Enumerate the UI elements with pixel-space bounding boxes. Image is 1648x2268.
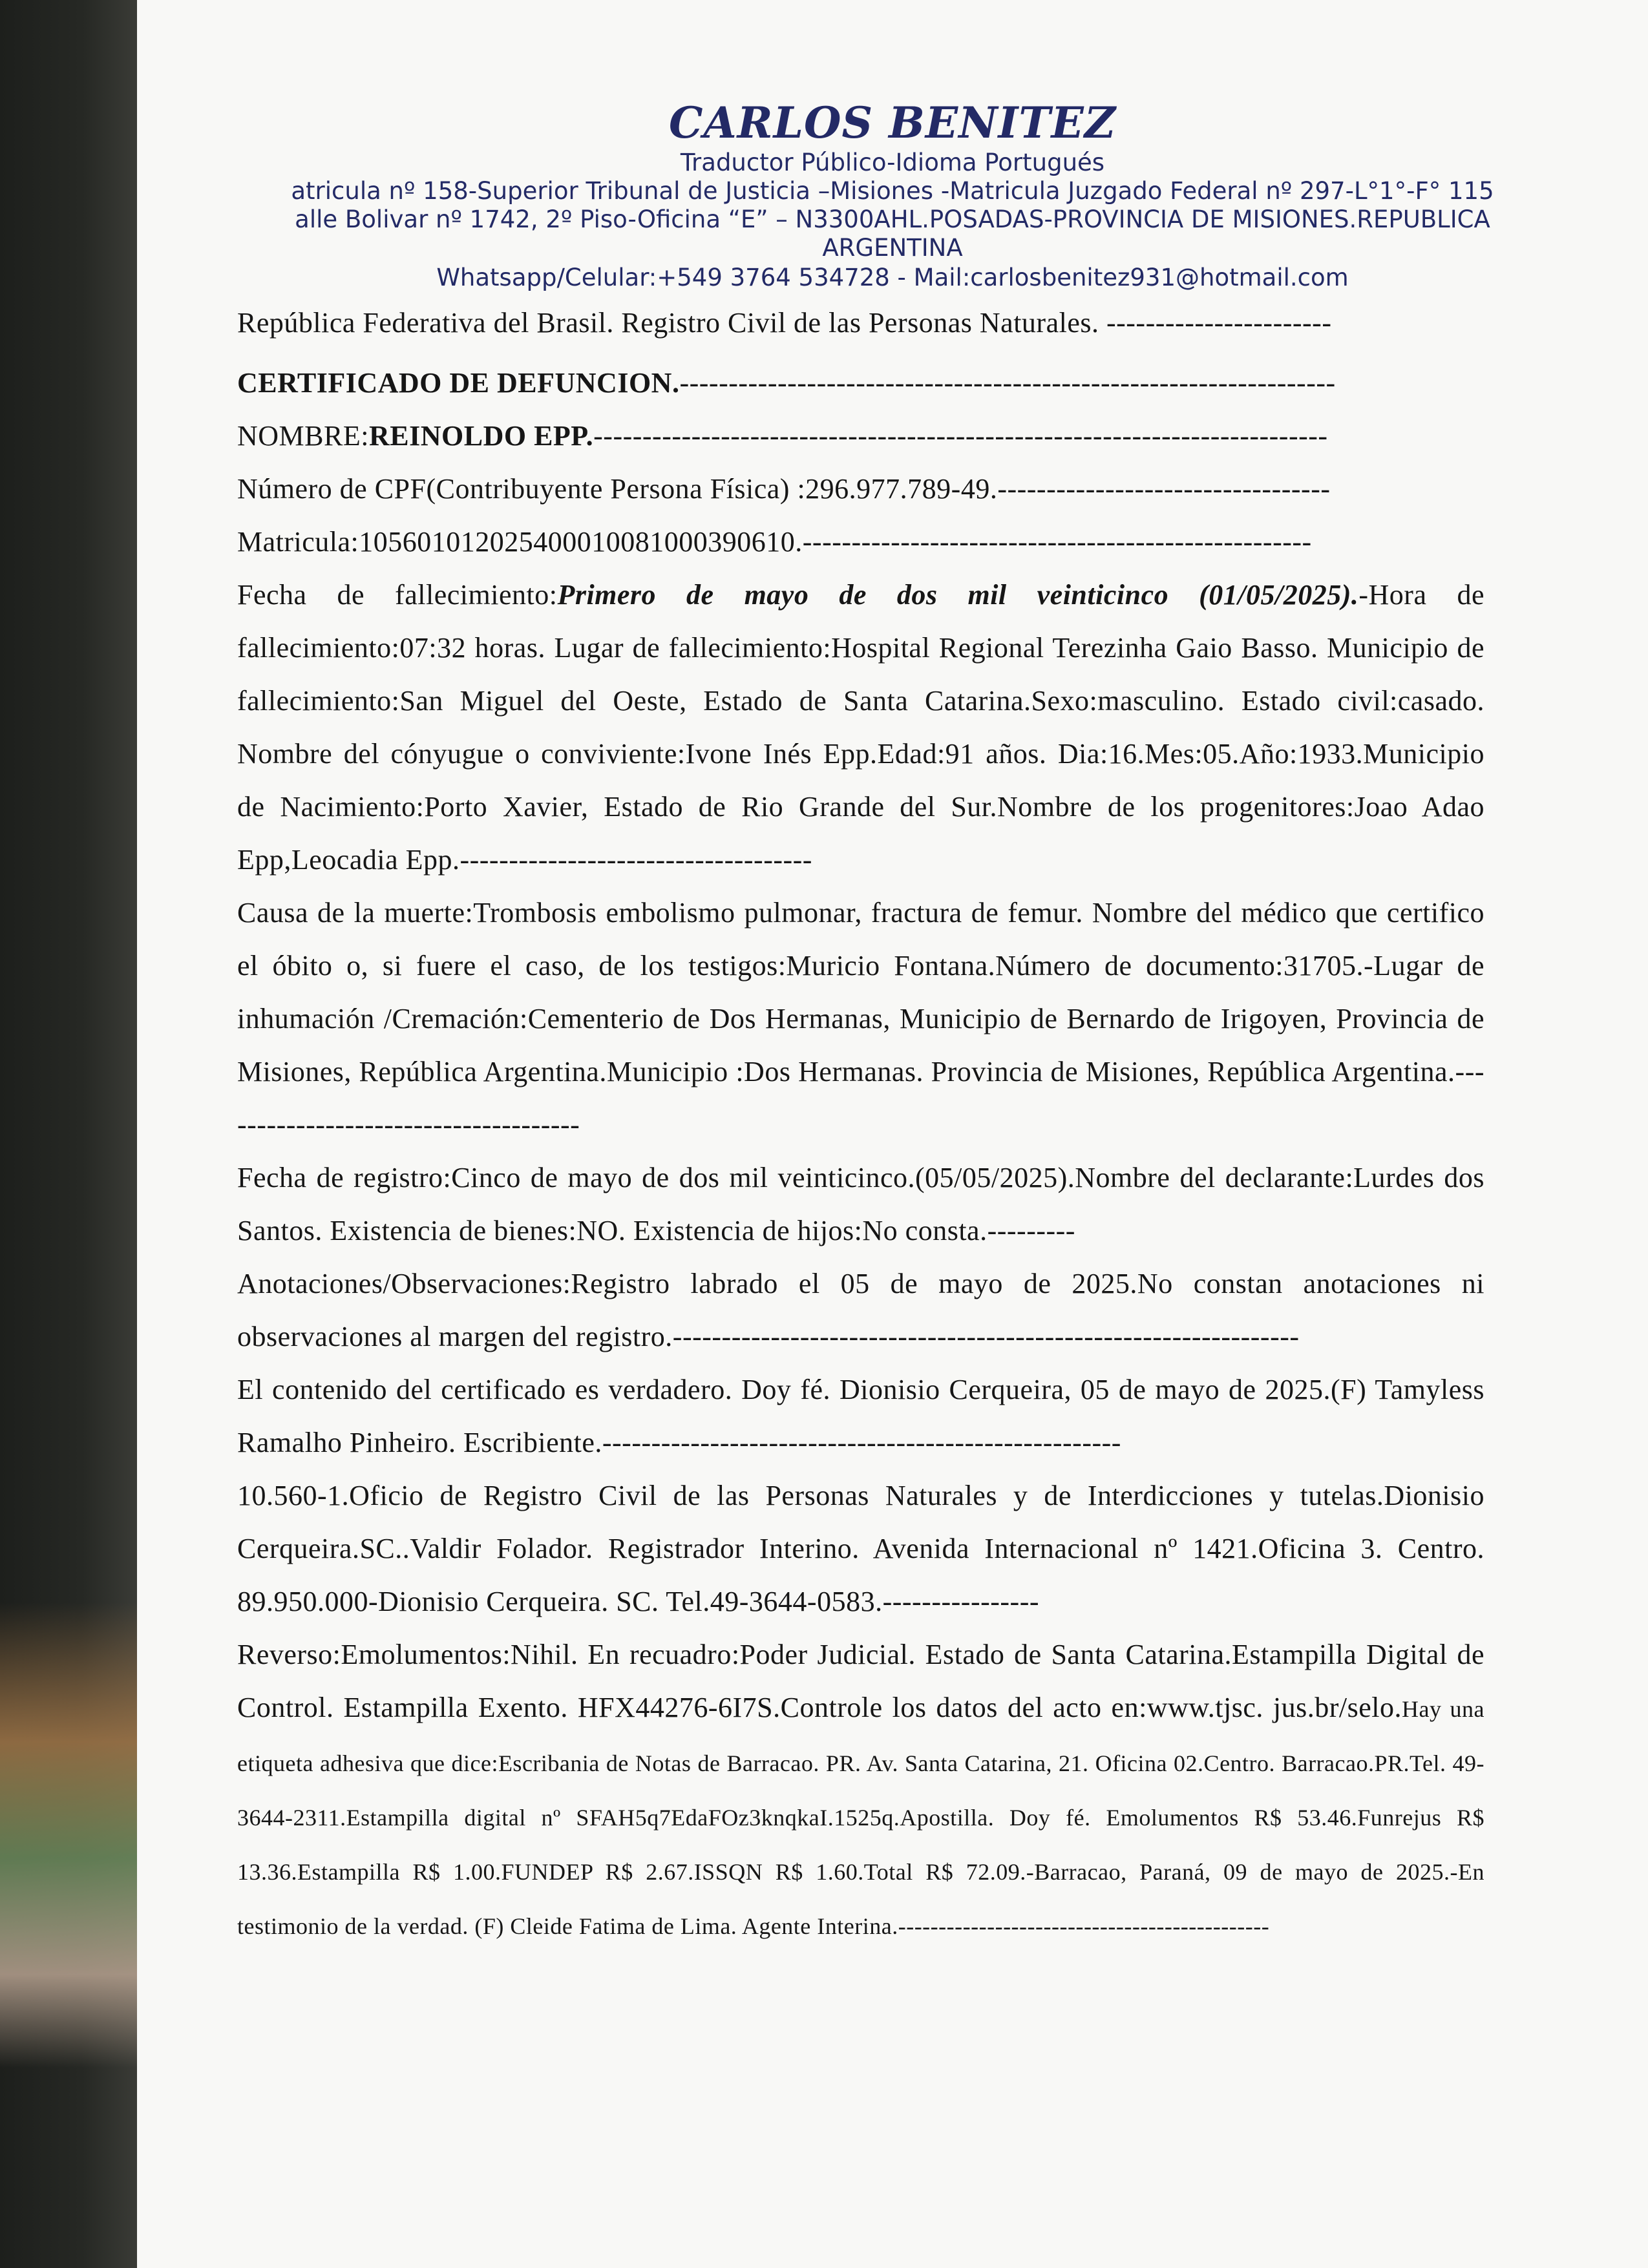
death-date-value: Primero de mayo de dos mil veinticinco (01/05/2025). xyxy=(557,579,1359,611)
translator-title: Traductor Público-Idioma Portugués xyxy=(680,149,1105,176)
reverse-small-print: Hay una etiqueta adhesiva que dice:Escribania de Notas de Barracao. PR. Av. Santa Catarina, 21. Oficina 02.Centro. Barracao.PR.Tel. 49-3644-2311.Estampilla digital nº SFAH5q7EdaFOz3knqkaI.1525q.Apostilla. Doy fé. Emolumentos R$ 53.46.Funrejus R$ 13.36.Estampilla R$ 1.00.FUNDEP R$ 2.67.ISSQN R$ 1.60.Total R$ 72.09.-Barracao, Paraná, 09 de mayo de 2025.-En testimonio de la verdad. (F) Cleide Fatima de Lima. Agente Interina.---------------------------------------------- xyxy=(237,1696,1484,1939)
translator-address: alle Bolivar nº 1742, 2º Piso-Oficina “E” – N3300AHL.POSADAS-PROVINCIA DE MISIONES.REPUBLICA xyxy=(295,205,1490,233)
certificate-body xyxy=(237,304,1484,1953)
name-value: REINOLDO EPP. xyxy=(368,420,594,452)
certificate-title-dashes: ------------------------------------------------------------------- xyxy=(679,367,1336,399)
republic-line: República Federativa del Brasil. Registro Civil de las Personas Naturales. ----------------------- xyxy=(237,307,1332,339)
cpf-line: Número de CPF(Contribuyente Persona Física) :296.977.789-49.---------------------------------- xyxy=(237,473,1331,505)
translator-registration: atricula nº 158-Superior Tribunal de Justicia –Misiones -Matricula Juzgado Federal nº 297-L°1°-F° 115 xyxy=(291,177,1494,205)
document-page xyxy=(137,0,1648,2268)
binding-color-stain xyxy=(0,1602,137,2068)
certificate-title-line xyxy=(237,357,1484,410)
certificate-title: CERTIFICADO DE DEFUNCION. xyxy=(237,367,680,399)
translator-country: ARGENTINA xyxy=(822,234,963,262)
matricula-line: Matricula:105601012025400010081000390610.---------------------------------------------------- xyxy=(237,526,1312,558)
death-date-label: Fecha de fallecimiento: xyxy=(237,579,558,611)
translator-name: CARLOS BENITEZ xyxy=(668,98,1116,148)
death-paragraph xyxy=(237,569,1484,887)
office-paragraph: 10.560-1.Oficio de Registro Civil de las Personas Naturales y de Interdicciones y tutelas.Dionisio Cerqueira.SC..Valdir Folador. Registrador Interino. Avenida Internacional nº 1421.Oficina 3. Centro. 89.950.000-Dionisio Cerqueira. SC. Tel.49-3644-0583.---------------- xyxy=(237,1480,1484,1617)
annotations-paragraph: Anotaciones/Observaciones:Registro labrado el 05 de mayo de 2025.No constan anotaciones ni observaciones al margen del registro.---------------------------------------------------------------- xyxy=(237,1268,1484,1352)
cause-paragraph: Causa de la muerte:Trombosis embolismo pulmonar, fractura de femur. Nombre del médico que certifico el óbito o, si fuere el caso, de los testigos:Muricio Fontana.Número de documento:31705.-Lugar de inhumación /Cremación:Cementerio de Dos Hermanas, Municipio de Bernardo de Irigoyen, Provincia de Misiones, República Argentina.Municipio :Dos Hermanas. Provincia de Misiones, República Argentina.-------------------------------------- xyxy=(237,897,1484,1140)
name-label: NOMBRE: xyxy=(237,420,369,452)
death-details: -Hora de fallecimiento:07:32 horas. Lugar de fallecimiento:Hospital Regional Terezinha Gaio Basso. Municipio de fallecimiento:San Miguel del Oeste, Estado de Santa Catarina.Sexo:masculino. Estado civil:casado. Nombre del cónyugue o conviviente:Ivone Inés Epp.Edad:91 años. Dia:16.Mes:05.Año:1933.Municipio de Nacimiento:Porto Xavier, Estado de Rio Grande del Sur.Nombre de los progenitores:Joao Adao Epp,Leocadia Epp.------------------------------------ xyxy=(237,579,1484,876)
translator-contact: Whatsapp/Celular:+549 3764 534728 - Mail:carlosbenitez931@hotmail.com xyxy=(436,264,1349,291)
reverse-paragraph xyxy=(237,1628,1484,1953)
reverse-main: Reverso:Emolumentos:Nihil. En recuadro:Poder Judicial. Estado de Santa Catarina.Estampilla Digital de Control. Estampilla Exento. HFX44276-6I7S.Controle los datos del acto en:www.tjsc. jus.br/selo. xyxy=(237,1639,1484,1723)
letterhead xyxy=(137,97,1648,292)
name-line xyxy=(237,410,1484,463)
registration-paragraph: Fecha de registro:Cinco de mayo de dos mil veinticinco.(05/05/2025).Nombre del declarante:Lurdes dos Santos. Existencia de bienes:NO. Existencia de hijos:No consta.--------- xyxy=(237,1162,1484,1246)
name-dashes: --------------------------------------------------------------------------- xyxy=(593,420,1328,452)
truth-paragraph: El contenido del certificado es verdadero. Doy fé. Dionisio Cerqueira, 05 de mayo de 2025.(F) Tamyless Ramalho Pinheiro. Escribiente.----------------------------------------------------- xyxy=(237,1374,1484,1458)
